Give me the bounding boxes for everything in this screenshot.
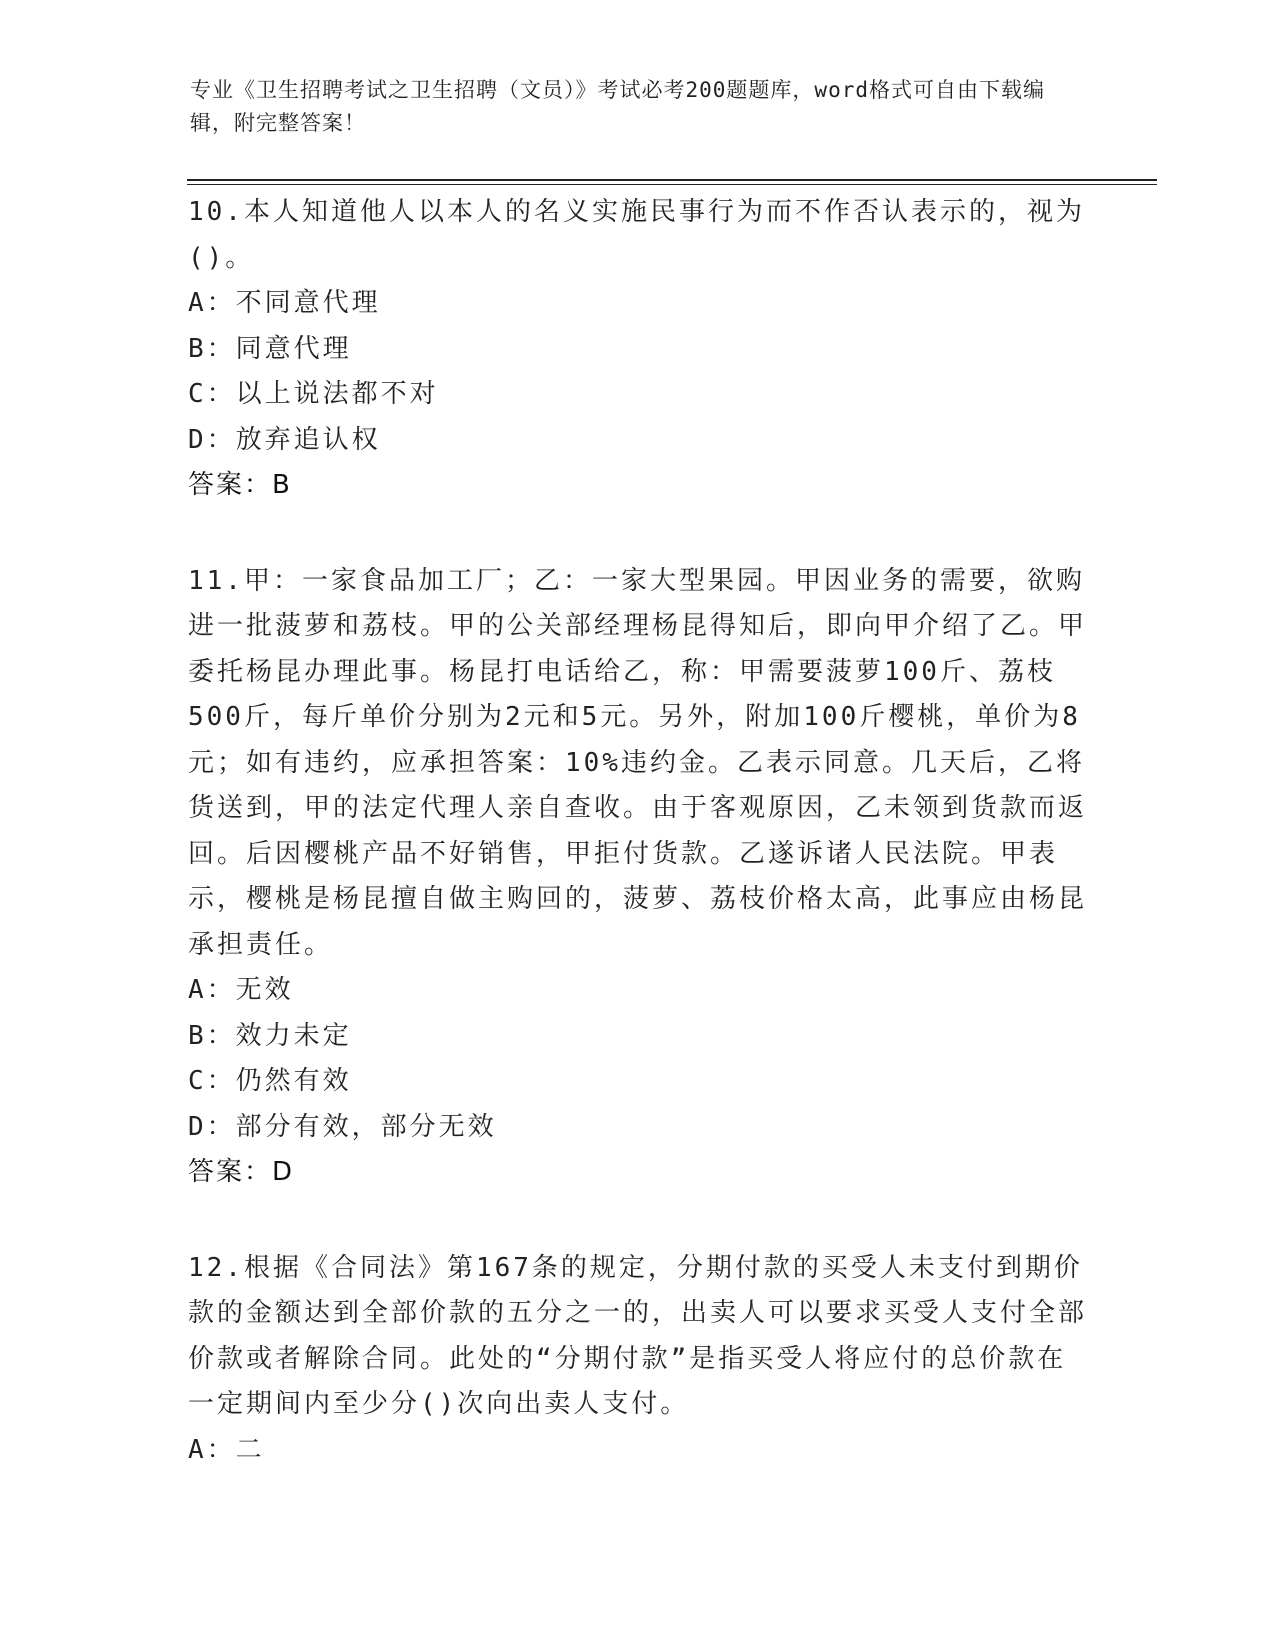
option-text: 效力未定	[235, 1020, 352, 1051]
option-key: C：	[188, 1066, 236, 1096]
option-key: B：	[188, 1020, 236, 1051]
option-a	[188, 281, 1088, 327]
option-b	[188, 1014, 1088, 1060]
option-text: 仍然有效	[235, 1066, 352, 1096]
header-divider-thick	[187, 179, 1157, 181]
option-text: 无效	[235, 975, 294, 1005]
question-12	[188, 1246, 1088, 1474]
option-key: A：	[188, 1434, 236, 1465]
option-key: D：	[188, 424, 236, 455]
option-c	[188, 372, 1088, 418]
option-key: A：	[188, 288, 236, 318]
question-text: 12.根据《合同法》第167条的规定，分期付款的买受人未支付到期价款的金额达到全部价款的五分之一的，出卖人可以要求买受人支付全部价款或者解除合同。此处的“分期付款”是指买受人将应付的总价款在一定期间内至少分()次向出卖人支付。	[188, 1252, 1088, 1419]
option-a	[188, 968, 1088, 1014]
option-text: 二	[235, 1434, 265, 1465]
option-b	[188, 327, 1088, 373]
answer: 答案：D	[188, 1157, 295, 1187]
question-text: 10.本人知道他人以本人的名义实施民事行为而不作否认表示的，视为()。	[188, 197, 1085, 273]
question-11	[188, 559, 1088, 1196]
option-key: C：	[188, 379, 236, 409]
option-key: D：	[188, 1111, 236, 1142]
option-d	[188, 1105, 1088, 1151]
option-text: 同意代理	[235, 333, 352, 364]
option-text: 以上说法都不对	[235, 379, 439, 409]
answer: 答案：B	[188, 470, 292, 500]
option-text: 放弃追认权	[235, 424, 381, 455]
question-list	[188, 190, 1088, 1523]
question-text: 11.甲：一家食品加工厂；乙：一家大型果园。甲因业务的需要，欲购进一批菠萝和荔枝。甲的公关部经理杨昆得知后，即向甲介绍了乙。甲委托杨昆办理此事。杨昆打电话给乙，称：甲需要菠萝100斤、荔枝500斤，每斤单价分别为2元和5元。另外，附加100斤樱桃，单价为8元；如有违约，应承担答案：10%违约金。乙表示同意。几天后，乙将货送到，甲的法定代理人亲自查收。由于客观原因，乙未领到货款而返回。后因樱桃产品不好销售，甲拒付货款。乙遂诉诸人民法院。甲表示，樱桃是杨昆擅自做主购回的，菠萝、荔枝价格太高，此事应由杨昆承担责任。	[188, 565, 1088, 960]
option-key: B：	[188, 333, 236, 364]
option-d	[188, 418, 1088, 464]
option-text: 不同意代理	[235, 288, 381, 318]
option-c	[188, 1059, 1088, 1105]
option-text: 部分有效，部分无效	[235, 1111, 497, 1142]
question-10	[188, 190, 1088, 509]
option-a	[188, 1428, 1088, 1474]
header-divider-thin	[187, 184, 1157, 185]
option-key: A：	[188, 975, 236, 1005]
page-header: 专业《卫生招聘考试之卫生招聘（文员）》考试必考200题题库，word格式可自由下载编辑，附完整答案！	[190, 78, 1045, 135]
